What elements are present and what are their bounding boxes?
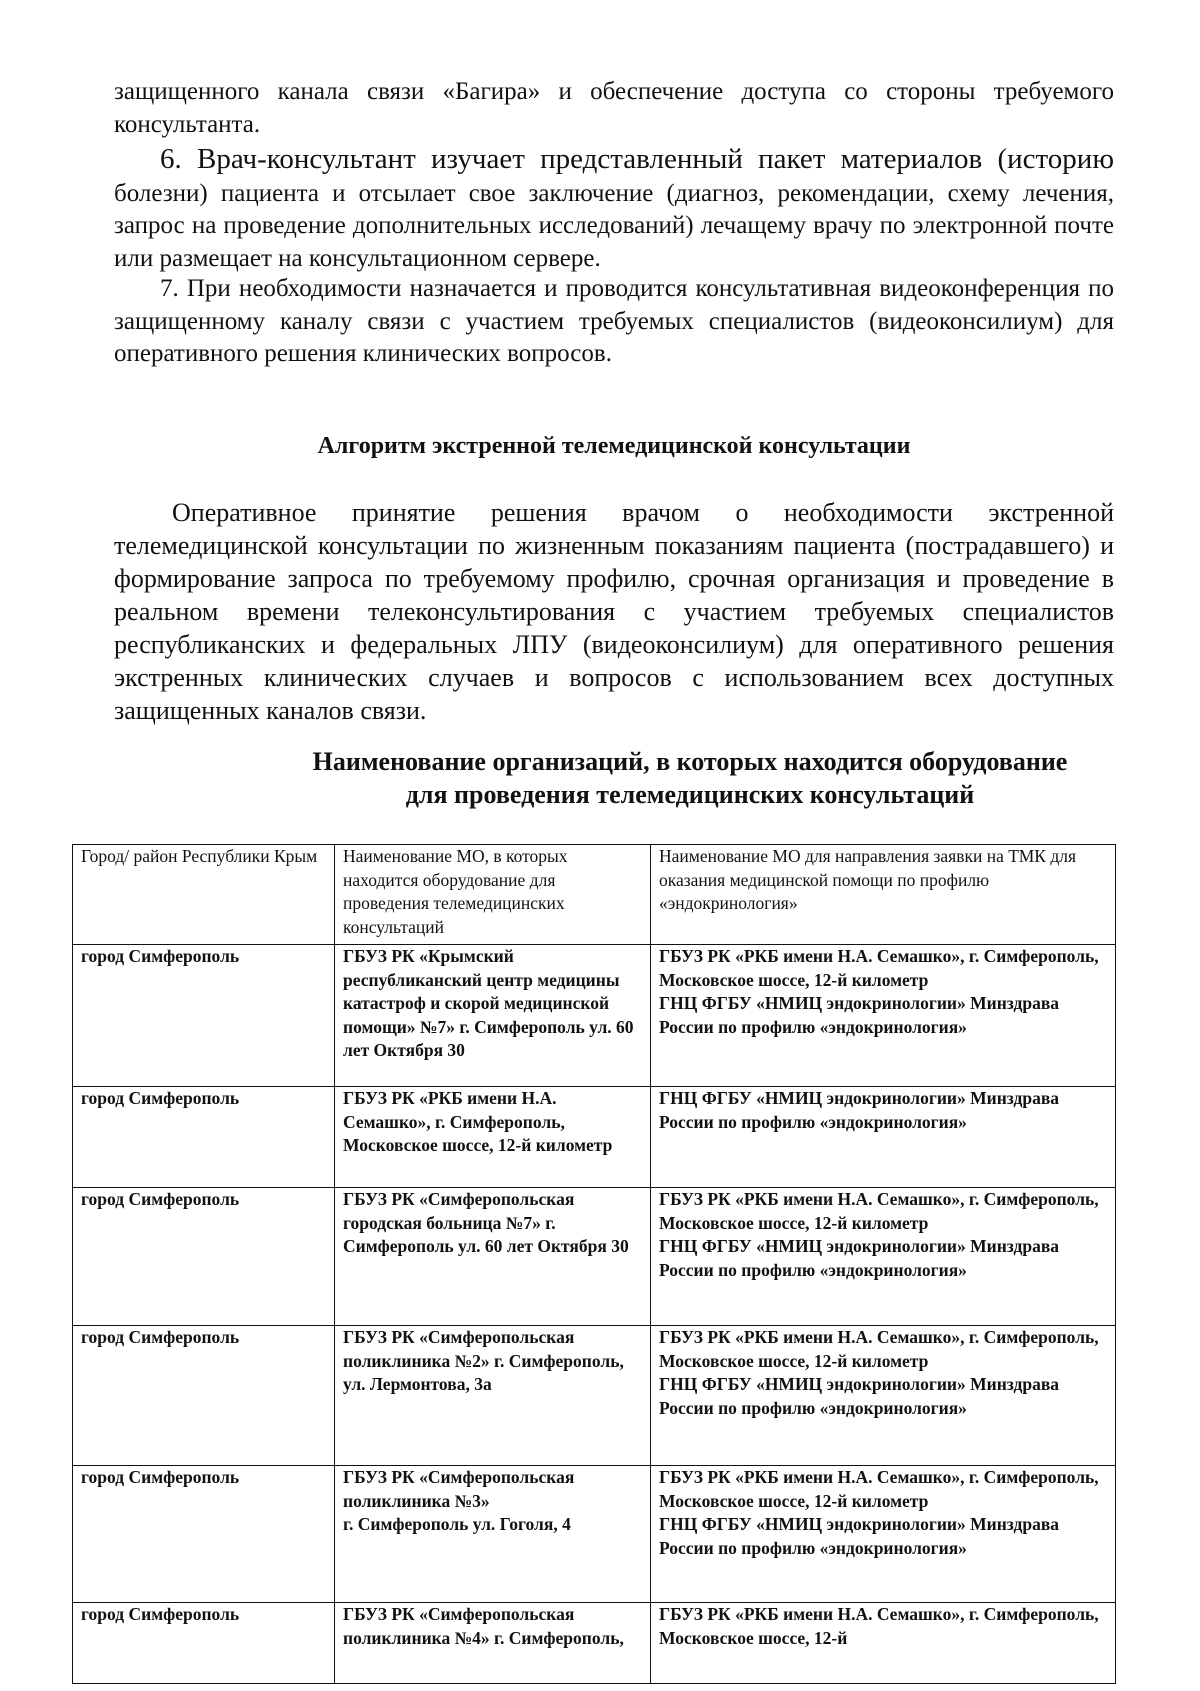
cell-city: город Симферополь (73, 1603, 335, 1684)
table-header-row (73, 845, 1116, 945)
table-row (73, 1087, 1116, 1188)
header-mo: Наименование МО, в которых находится оборудование для проведения телемедицинских консультаций (335, 845, 651, 945)
cell-target-line: ГБУЗ РК «РКБ имени Н.А. Семашко», г. Симферополь, Московское шоссе, 12-й километр (659, 1189, 1099, 1233)
paragraph-item-7: 7. При необходимости назначается и проводится консультативная видеоконференция по защищенному каналу связи с участием требуемых специалистов (видеоконсилиум) для оперативного решения клинических вопросов. (114, 275, 1114, 367)
cell-mo-line: г. Симферополь ул. Гоголя, 4 (343, 1514, 571, 1534)
heading-organizations (270, 745, 1110, 811)
cell-mo: ГБУЗ РК «Симферопольская городская больница №7» г. Симферополь ул. 60 лет Октября 30 (335, 1188, 651, 1326)
cell-target (651, 1466, 1116, 1603)
cell-city: город Симферополь (73, 1466, 335, 1603)
cell-city: город Симферополь (73, 945, 335, 1087)
cell-city: город Симферополь (73, 1087, 335, 1188)
cell-target-line: ГБУЗ РК «РКБ имени Н.А. Семашко», г. Симферополь, Московское шоссе, 12-й километр (659, 1327, 1099, 1371)
cell-city: город Симферополь (73, 1326, 335, 1466)
cell-mo-line: ГБУЗ РК «Симферопольская поликлиника №3» (343, 1467, 575, 1511)
cell-target-line: ГНЦ ФГБУ «НМИЦ эндокринологии» Минздрава России по профилю «эндокринология» (659, 1374, 1060, 1418)
cell-target-line: ГНЦ ФГБУ «НМИЦ эндокринологии» Минздрава России по профилю «эндокринология» (659, 1236, 1060, 1280)
table-row (73, 945, 1116, 1087)
heading-organizations-line-2: для проведения телемедицинских консультаций (405, 780, 975, 809)
cell-target-line: ГБУЗ РК «РКБ имени Н.А. Семашко», г. Симферополь, Московское шоссе, 12-й километр (659, 1467, 1099, 1511)
cell-mo: ГБУЗ РК «РКБ имени Н.А. Семашко», г. Симферополь, Московское шоссе, 12-й километр (335, 1087, 651, 1188)
cell-target-line: ГНЦ ФГБУ «НМИЦ эндокринологии» Минздрава России по профилю «эндокринология» (659, 1088, 1060, 1132)
cell-target: ГБУЗ РК «РКБ имени Н.А. Семашко», г. Симферополь, Московское шоссе, 12-й (651, 1603, 1116, 1684)
table-row (73, 1188, 1116, 1326)
paragraph-item-6-rest: болезни) пациента и отсылает свое заключение (диагноз, рекомендации, схему лечения, запрос на проведение дополнительных исследований) лечащему врачу по электронной почте или размещает на консультационном сервере. (114, 179, 1114, 272)
table-row (73, 1603, 1116, 1684)
cell-mo: ГБУЗ РК «Крымский республиканский центр медицины катастроф и скорой медицинской помощи» №7» г. Симферополь ул. 60 лет Октября 30 (335, 945, 651, 1087)
heading-organizations-line-1: Наименование организаций, в которых находится оборудование (312, 747, 1068, 776)
cell-mo: ГБУЗ РК «Симферопольская поликлиника №4» г. Симферополь, (335, 1603, 651, 1684)
cell-target (651, 1188, 1116, 1326)
table-row (73, 1466, 1116, 1603)
header-city: Город/ район Республики Крым (73, 845, 335, 945)
cell-target (651, 1087, 1116, 1188)
cell-target-line: ГБУЗ РК «РКБ имени Н.А. Семашко», г. Симферополь, Московское шоссе, 12-й километр (659, 946, 1099, 990)
cell-target (651, 1326, 1116, 1466)
cell-target (651, 945, 1116, 1087)
table-row (73, 1326, 1116, 1466)
header-target: Наименование МО для направления заявки на ТМК для оказания медицинской помощи по профилю «эндокринология» (651, 845, 1116, 945)
organizations-table (72, 844, 1116, 1684)
cell-mo: ГБУЗ РК «Симферопольская поликлиника №2» г. Симферополь, ул. Лермонтова, 3а (335, 1326, 651, 1466)
paragraph-channel: защищенного канала связи «Багира» и обеспечение доступа со стороны требуемого консультанта. (114, 78, 1114, 138)
paragraph-item-6-lead: 6. Врач-консультант изучает представленный пакет материалов (историю (160, 143, 1114, 175)
paragraph-emergency-description: Оперативное принятие решения врачом о необходимости экстренной телемедицинской консультации по жизненным показаниям пациента (пострадавшего) и формирование запроса по требуемому профилю, срочная организация и проведение в реальном времени телеконсультирования с участием требуемых специалистов республиканских и федеральных ЛПУ (видеоконсилиум) для оперативного решения экстренных клинических случаев и вопросов с использованием всех доступных защищенных каналов связи. (114, 498, 1114, 725)
cell-city: город Симферополь (73, 1188, 335, 1326)
heading-emergency-algorithm: Алгоритм экстренной телемедицинской консультации (317, 433, 911, 459)
paragraph-item-6 (114, 143, 1114, 275)
cell-target-line: ГНЦ ФГБУ «НМИЦ эндокринологии» Минздрава России по профилю «эндокринология» (659, 993, 1060, 1037)
cell-mo (335, 1466, 651, 1603)
cell-target-line: ГНЦ ФГБУ «НМИЦ эндокринологии» Минздрава России по профилю «эндокринология» (659, 1514, 1060, 1558)
